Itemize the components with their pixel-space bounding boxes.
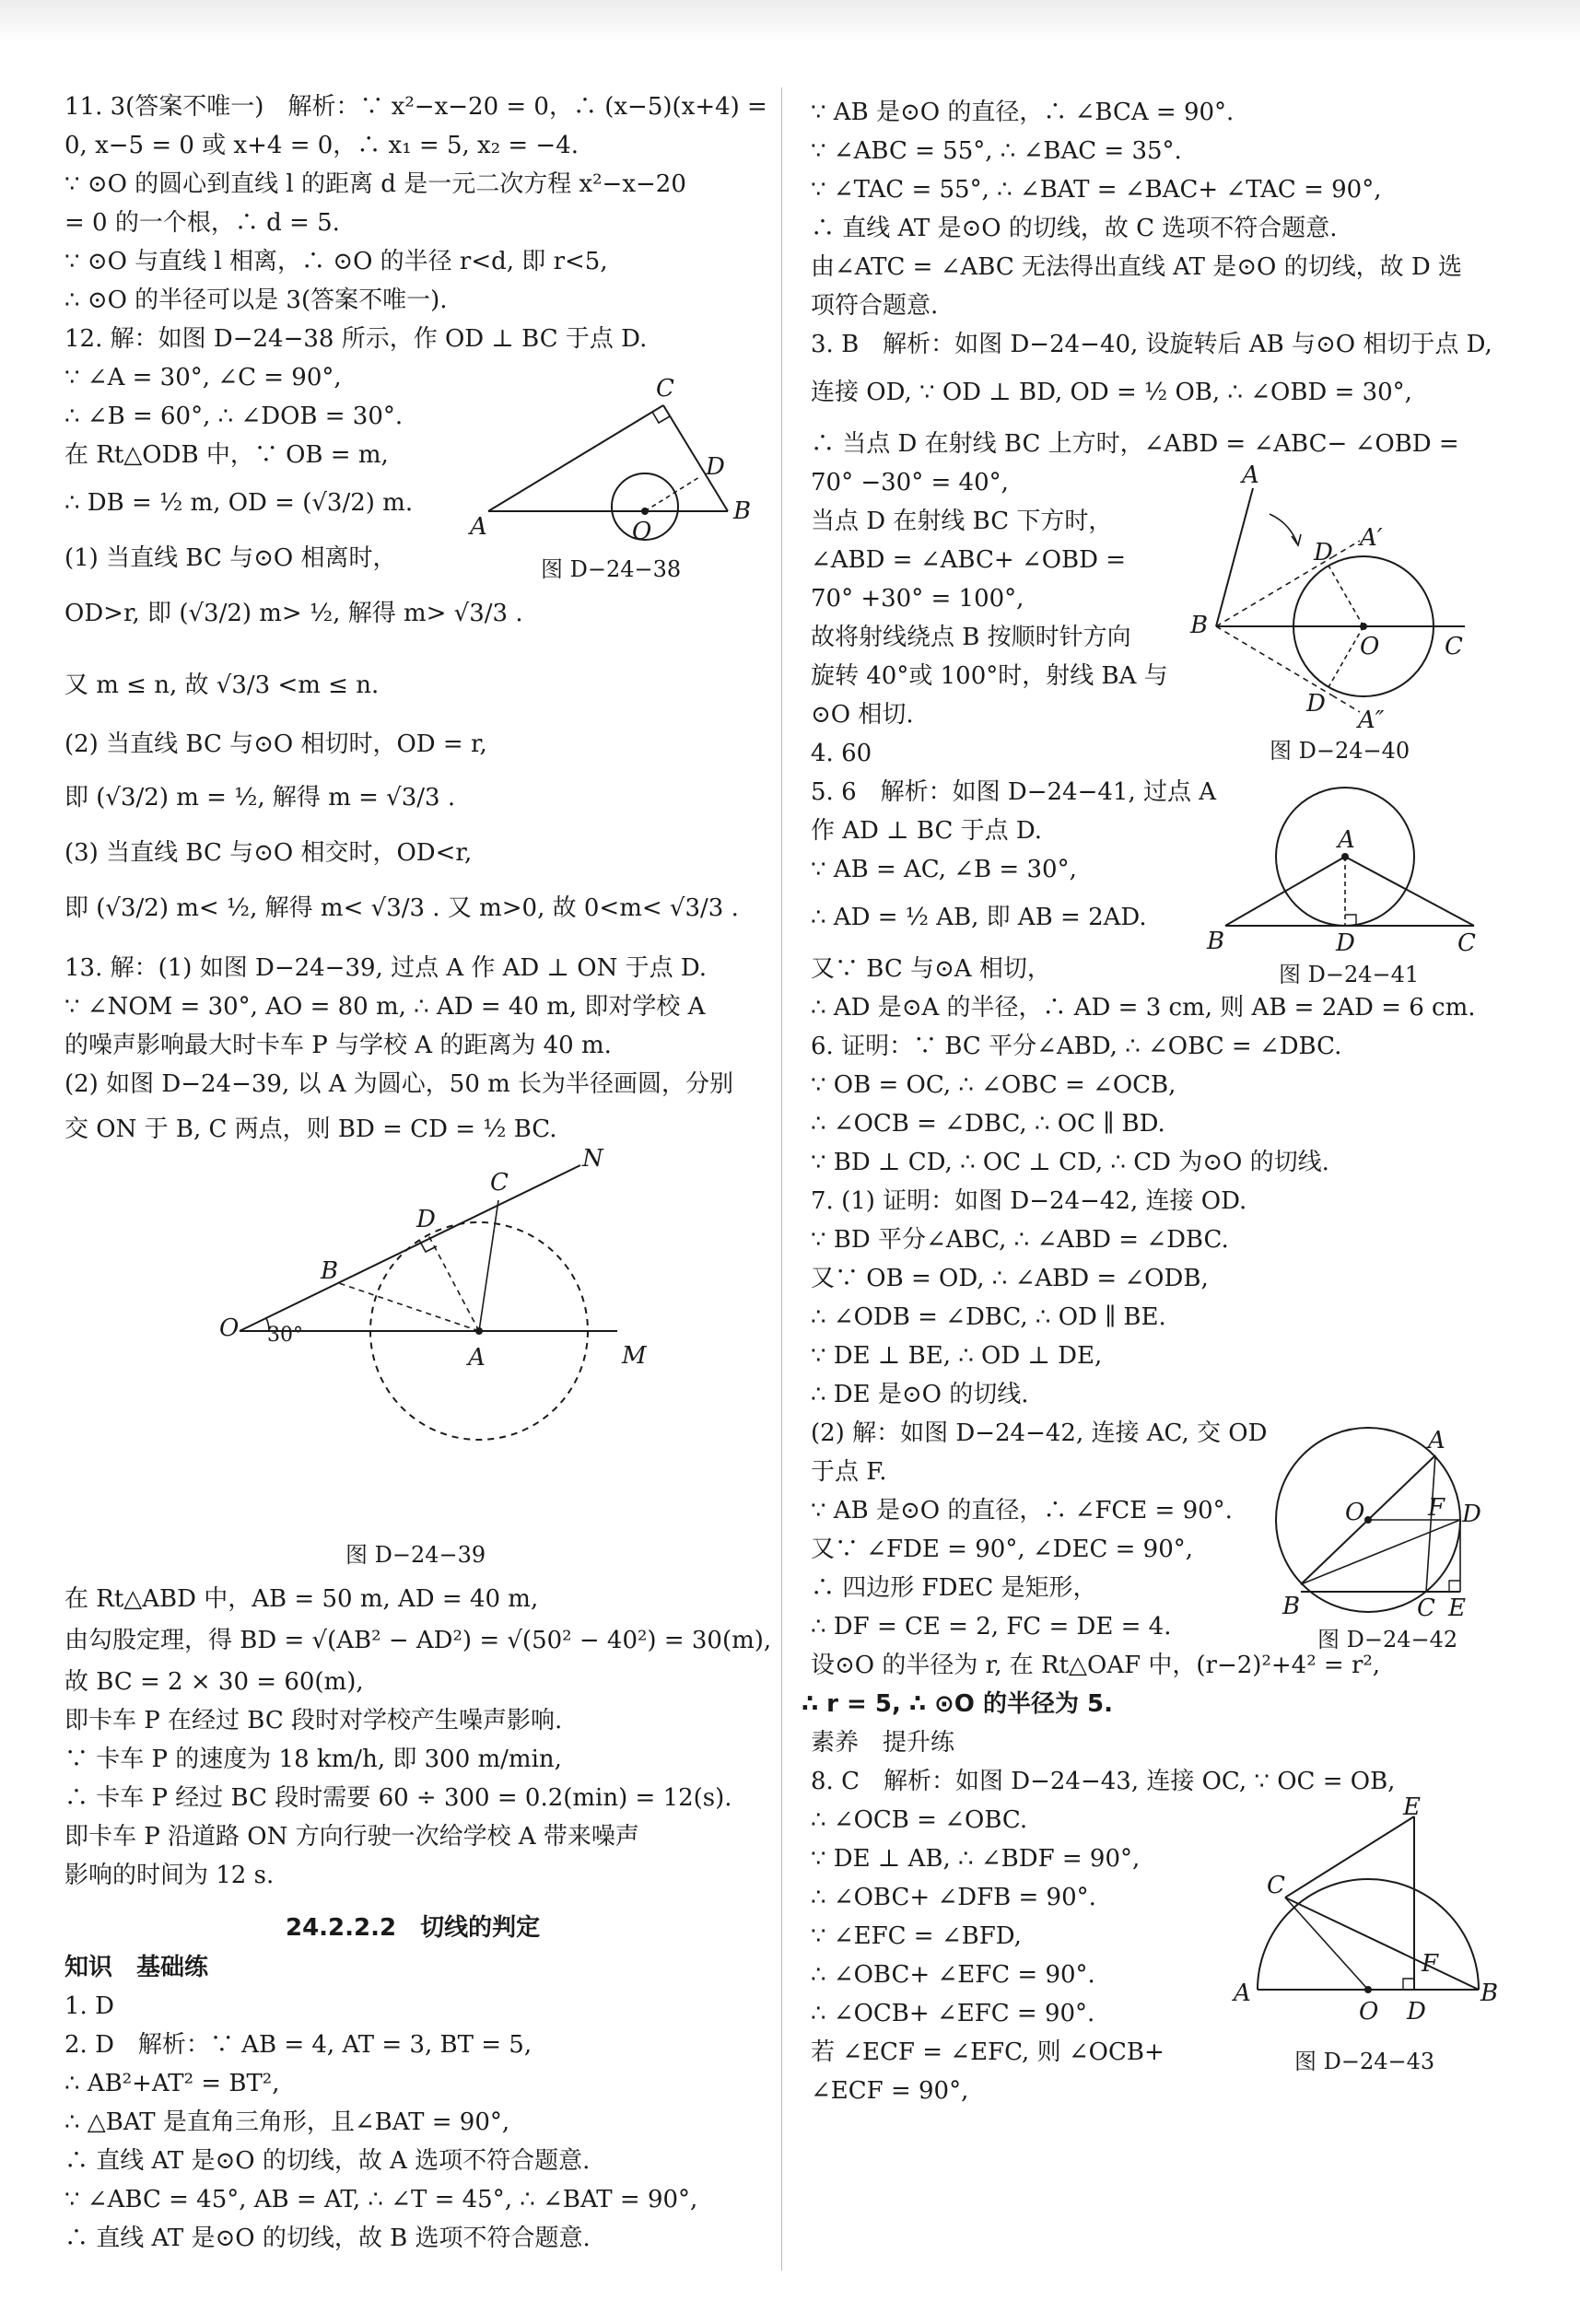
figure-d-24-40 [1190,461,1474,734]
right-angle-mark [1449,1581,1460,1592]
label-d: D [1462,1501,1481,1528]
figure-d-24-38 [470,375,755,545]
label-o: O [632,518,652,545]
text-line: ∴ ∠OCB = ∠DBC, ∴ OC ∥ BD. [811,1110,1165,1138]
text-line: 4. 60 [811,740,872,767]
label-a: A [1242,461,1259,489]
extend-lower [1332,695,1360,712]
radius-od-upper [1328,566,1363,626]
figure-d-24-42 [1271,1419,1492,1621]
text-line: 即 (√3/2) m< ½, 解得 m< √3/3 . 又 m>0, 故 0<m< √3/3 . [64,894,739,922]
text-line: ∵ AB = AC, ∠B = 30°, [811,856,1077,883]
subsection-title: 知识 基础练 [64,1954,209,1981]
text-line: ∴ 当点 D 在射线 BC 上方时，∠ABD = ∠ABC− ∠OBD = [811,430,1459,458]
figure-d-24-43 [1230,1793,1499,2026]
text-line: 11. 3(答案不唯一) 解析：∵ x²−x−20 = 0，∴ (x−5)(x+4) = [64,93,767,121]
text-line: ∵ AB 是⊙O 的直径，∴ ∠FCE = 90°. [811,1497,1233,1524]
tangent-upper [1216,557,1332,626]
label-c: C [1417,1594,1435,1622]
text-line: ∴ ∠ODB = ∠DBC, ∴ OD ∥ BE. [811,1303,1166,1331]
text-line: ∵ ∠ABC = 55°, ∴ ∠BAC = 35°. [811,137,1182,165]
figure-d-24-39 [219,1145,654,1529]
label-d: D [416,1206,436,1233]
text-line: ∵ AB 是⊙O 的直径，∴ ∠BCA = 90°. [811,99,1235,126]
label-angle-30: 30° [267,1324,303,1347]
label-c: C [1445,633,1463,660]
text-line: ∴ DF = CE = 2, FC = DE = 4. [811,1613,1172,1641]
segment-bd [1301,1520,1460,1584]
text-line: 6. 证明：∵ BC 平分∠ABD, ∴ ∠OBC = ∠DBC. [811,1033,1342,1060]
label-b: B [321,1257,339,1285]
text-line: ∴ 直线 AT 是⊙O 的切线，故 C 选项不符合题意. [811,215,1338,242]
text-line: 5. 6 解析：如图 D−24−41, 过点 A [811,778,1217,806]
label-b: B [1481,1979,1499,2007]
label-b: B [733,497,752,525]
text-line: (3) 当直线 BC 与⊙O 相交时，OD<r, [64,839,473,867]
text-line: ∴ ∠B = 60°, ∴ ∠DOB = 30°. [64,403,404,430]
text-line: (2) 如图 D−24−39, 以 A 为圆心，50 m 长为半径画圆，分别 [64,1070,734,1098]
text-line: 又∵ ∠FDE = 90°, ∠DEC = 90°, [811,1536,1194,1563]
text-line: ∵ DE ⊥ AB, ∴ ∠BDF = 90°, [811,1845,1141,1873]
right-angle-mark [1345,915,1356,926]
text-line: 旋转 40°或 100°时，射线 BA 与 [811,662,1168,690]
label-d-lower: D [1306,690,1326,718]
text-line: ∴ DB = ½ m, OD = (√3/2) m. [64,489,414,517]
text-line: 70° +30° = 100°, [811,585,1024,613]
label-o: O [1345,1499,1365,1526]
text-line: ∵ OB = OC, ∴ ∠OBC = ∠OCB, [811,1071,1176,1099]
text-line: ∠ECF = 90°, [811,2077,969,2105]
point-o [1360,623,1367,630]
figure-caption: 图 D−24−43 [1294,2049,1435,2074]
text-line: 若 ∠ECF = ∠EFC, 则 ∠OCB+ [811,2038,1165,2066]
label-c: C [1267,1872,1285,1899]
segment-cb [1285,1898,1479,1990]
text-line: 影响的时间为 12 s. [64,1862,275,1889]
text-line: ∵ ∠ABC = 45°, AB = AT, ∴ ∠T = 45°, ∴ ∠BAT = 90°, [64,2186,698,2213]
text-line: 即卡车 P 沿道路 ON 方向行驶一次给学校 A 带来噪声 [64,1823,639,1851]
text-line: ∴ ∠OBC+ ∠EFC = 90°. [811,1961,1095,1989]
text-line: ∴ 卡车 P 经过 BC 段时需要 60 ÷ 300 = 0.2(min) = 12(s). [64,1784,732,1812]
text-line: 在 Rt△ODB 中，∵ OB = m, [64,441,389,469]
label-b: B [1282,1593,1301,1620]
text-line: 项符合题意. [811,292,939,320]
label-d-upper: D [1314,539,1333,566]
text-line: ∠ABD = ∠ABC+ ∠OBD = [811,546,1127,574]
side-ac [1345,857,1474,926]
point-o [1364,1986,1372,1993]
label-o: O [1359,1998,1379,2026]
text-line: ∵ ∠TAC = 55°, ∴ ∠BAT = ∠BAC+ ∠TAC = 90°, [811,176,1382,204]
text-line: 又 m ≤ n, 故 √3/3 <m ≤ n. [64,672,380,699]
label-e: E [1403,1793,1421,1821]
figure-caption: 图 D−24−41 [1279,962,1420,987]
section-title: 24.2.2.2 切线的判定 [286,1914,541,1942]
page-top-bar [0,0,1580,42]
label-c: C [656,375,674,403]
text-line: ∴ AB²+AT² = BT², [64,2070,280,2097]
text-line: (2) 解：如图 D−24−42, 连接 AC, 交 OD [811,1419,1268,1447]
text-line: ∵ 卡车 P 的速度为 18 km/h, 即 300 m/min, [64,1746,562,1773]
text-line: 70° −30° = 40°, [811,469,1009,496]
segment-ce [1285,1816,1414,1898]
text-line: 7. (1) 证明：如图 D−24−42, 连接 OD. [811,1187,1247,1215]
text-line: ∵ ∠A = 30°, ∠C = 90°, [64,364,342,391]
label-c: C [490,1169,509,1197]
label-d: D [1407,1998,1426,2026]
text-line: ∴ AD = ½ AB, 即 AB = 2AD. [811,904,1147,931]
label-c: C [1457,929,1476,957]
label-f: F [1428,1494,1445,1522]
text-line: 又∵ BC 与⊙A 相切， [811,955,1051,983]
figure-caption: 图 D−24−39 [345,1542,486,1568]
text-line: 2. D 解析：∵ AB = 4, AT = 3, BT = 5, [64,2031,533,2059]
text-line: ∴ △BAT 是直角三角形，且∠BAT = 90°, [64,2108,510,2136]
text-line: ∴ AD 是⊙A 的半径，∴ AD = 3 cm, 则 AB = 2AD = 6 cm. [811,994,1476,1022]
text-line: 故将射线绕点 B 按顺时针方向 [811,624,1131,651]
text-line: (2) 当直线 BC 与⊙O 相切时，OD = r, [64,730,487,758]
label-a: A [1338,826,1355,854]
text-line: 由∠ATC = ∠ABC 无法得出直线 AT 是⊙O 的切线，故 D 选 [811,253,1462,281]
point-a [1341,853,1349,860]
label-b: B [1207,928,1225,955]
label-b: B [1190,612,1209,639]
label-e: E [1448,1594,1466,1622]
text-line: 的噪声影响最大时卡车 P 与学校 A 的距离为 40 m. [64,1032,612,1059]
text-line: 3. B 解析：如图 D−24−40, 设旋转后 AB 与⊙O 相切于点 D, [811,331,1492,358]
ray-ba [1216,488,1253,626]
text-line: 13. 解：(1) 如图 D−24−39, 过点 A 作 AD ⊥ ON 于点 D. [64,954,708,982]
label-d: D [706,453,725,481]
figure-caption: 图 D−24−40 [1270,738,1410,764]
figure-caption: 图 D−24−38 [541,556,682,582]
right-angle-mark [1403,1979,1414,1990]
subsection-title: ∴ r = 5, ∴ ⊙O 的半径为 5. [802,1690,1113,1718]
label-a: A [1234,1979,1251,2007]
text-line: ∵ ∠NOM = 30°, AO = 80 m, ∴ AD = 40 m, 即对学校 A [64,993,706,1021]
text-line: 1. D [64,1992,114,2020]
label-n: N [582,1145,603,1173]
label-d: D [1336,929,1355,957]
right-angle-mark-c [652,412,670,423]
text-line: ∵ ⊙O 与直线 l 相离，∴ ⊙O 的半径 r<d, 即 r<5, [64,248,608,275]
point-a [475,1327,483,1335]
point-o [641,508,649,515]
text-line: ⊙O 相切. [811,701,914,729]
segment-od [645,477,699,511]
text-line: ∵ ∠EFC = ∠BFD, [811,1922,1022,1950]
segment-ac [479,1200,498,1331]
text-line: 交 ON 于 B, C 两点，则 BD = CD = ½ BC. [64,1115,557,1143]
label-a: A [470,513,487,541]
label-a-prime: A′ [1360,524,1383,552]
text-line: ∴ 直线 AT 是⊙O 的切线，故 A 选项不符合题意. [64,2147,591,2175]
text-line: ∴ 四边形 FDEC 是矩形， [811,1574,1097,1602]
text-line: 即卡车 P 在经过 BC 段时对学校产生噪声影响. [64,1707,563,1734]
text-line: ∴ ∠OCB = ∠OBC. [811,1806,1028,1834]
text-line: ∵ DE ⊥ BE, ∴ OD ⊥ DE, [811,1342,1103,1370]
extend-upper [1332,541,1360,557]
label-a: A [1428,1427,1445,1454]
label-a-double-prime: A″ [1358,707,1385,734]
text-line: 作 AD ⊥ BC 于点 D. [811,817,1043,845]
text-line: ∵ BD 平分∠ABC, ∴ ∠ABD = ∠DBC. [811,1226,1229,1254]
label-f: F [1422,1950,1439,1978]
text-line: ∴ DE 是⊙O 的切线. [811,1381,1029,1408]
side-ac [488,405,663,511]
text-line: ∵ BD ⊥ CD, ∴ OC ⊥ CD, ∴ CD 为⊙O 的切线. [811,1149,1329,1176]
text-line: 8. C 解析：如图 D−24−43, 连接 OC, ∵ OC = OB, [811,1768,1396,1795]
text-line: ∴ ⊙O 的半径可以是 3(答案不唯一). [64,286,448,314]
text-line: 又∵ OB = OD, ∴ ∠ABD = ∠ODB, [811,1265,1209,1292]
text-line: ∵ ⊙O 的圆心到直线 l 的距离 d 是一元二次方程 x²−x−20 [64,170,686,198]
label-m: M [622,1342,647,1370]
text-line: 于点 F. [811,1458,887,1486]
segment-ac [1426,1455,1435,1592]
text-line: OD>r, 即 (√3/2) m> ½, 解得 m> √3/3 . [64,600,523,627]
label-o: O [1360,633,1380,660]
text-line: 当点 D 在射线 BC 下方时， [811,508,1113,535]
text-line: ∴ ∠OBC+ ∠DFB = 90°. [811,1884,1096,1911]
radius-od-lower [1328,626,1363,687]
text-line: (1) 当直线 BC 与⊙O 相离时， [64,544,397,572]
text-line: 素养 提升练 [811,1729,955,1757]
text-line: 在 Rt△ABD 中，AB = 50 m, AD = 40 m, [64,1585,539,1613]
label-o: O [219,1314,240,1342]
text-line: 0, x−5 = 0 或 x+4 = 0，∴ x₁ = 5, x₂ = −4. [64,132,579,159]
text-line: ∴ ∠OCB+ ∠EFC = 90°. [811,2000,1095,2027]
point-o [1364,1516,1372,1524]
text-line: 连接 OD, ∵ OD ⊥ BD, OD = ½ OB, ∴ ∠OBD = 30°, [811,379,1412,406]
figure-caption: 图 D−24−42 [1317,1627,1458,1652]
text-line: 即 (√3/2) m = ½, 解得 m = √3/3 . [64,784,456,812]
figure-d-24-41 [1207,783,1483,958]
text-line: ∴ 直线 AT 是⊙O 的切线，故 B 选项不符合题意. [64,2225,591,2252]
segment-oc [1285,1898,1368,1990]
tangent-lower [1216,626,1332,695]
text-line: 设⊙O 的半径为 r, 在 Rt△OAF 中，(r−2)²+4² = r², [811,1652,1381,1679]
text-line: 故 BC = 2 × 30 = 60(m), [64,1668,364,1696]
column-divider [781,88,782,2271]
text-line: 12. 解：如图 D−24−38 所示，作 OD ⊥ BC 于点 D. [64,325,648,353]
text-line: 由勾股定理，得 BD = √(AB² − AD²) = √(50² − 40²) = 30(m), [64,1627,772,1654]
label-a: A [468,1344,486,1372]
text-line: = 0 的一个根，∴ d = 5. [64,209,340,237]
